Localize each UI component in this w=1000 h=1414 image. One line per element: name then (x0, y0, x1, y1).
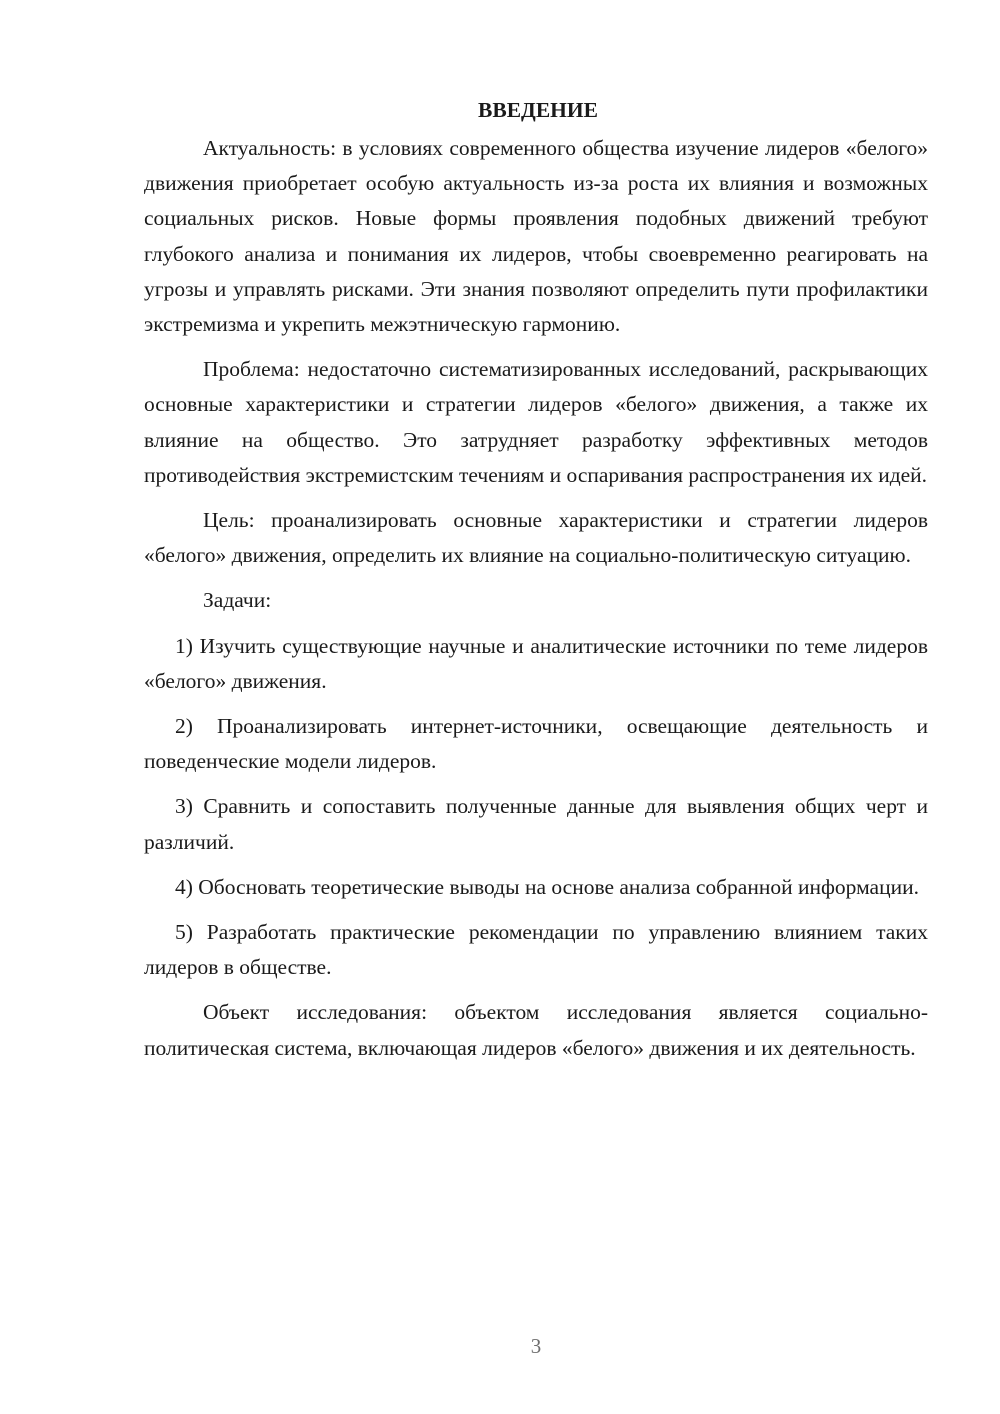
relevance-paragraph: Актуальность: в условиях современного общества изучение лидеров «белого» движения приобретает особую актуальность из-за роста их влияния и возможных социальных рисков. Новые формы проявления подобных движений требуют глубокого анализа и понимания их лидеров, чтобы своевременно реагировать на угрозы и управлять рисками. Эти знания позволяют определить пути профилактики экстремизма и укрепить межэтническую гармонию. (144, 136, 928, 337)
tasks-heading: Задачи: (203, 588, 272, 613)
goal-paragraph: Цель: проанализировать основные характеристики и стратегии лидеров «белого» движения, определить их влияние на социально-политическую ситуацию. (144, 508, 928, 568)
problem-paragraph: Проблема: недостаточно систематизированных исследований, раскрывающих основные характеристики и стратегии лидеров «белого» движения, а также их влияние на общество. Это затрудняет разработку эффективных методов противодействия экстремистским течениям и оспаривания распространения их идей. (144, 357, 928, 487)
page-number: 3 (530, 1334, 542, 1358)
task-item-1: 1) Изучить существующие научные и аналитические источники по теме лидеров «белого» движения. (144, 633, 928, 693)
object-paragraph: Объект исследования: объектом исследования является социально-политическая система, включающая лидеров «белого» движения и их деятельность. (144, 1000, 928, 1060)
task-item-2: 2) Проанализировать интернет-источники, освещающие деятельность и поведенческие модели лидеров. (144, 714, 928, 774)
task-item-5: 5) Разработать практические рекомендации по управлению влиянием таких лидеров в обществе. (144, 920, 928, 980)
task-item-4: 4) Обосновать теоретические выводы на основе анализа собранной информации. (175, 874, 919, 899)
document-page (144, 92, 928, 1076)
task-item-3: 3) Сравнить и сопоставить полученные данные для выявления общих черт и различий. (144, 794, 928, 854)
section-title: ВВЕДЕНИЕ (478, 98, 598, 122)
